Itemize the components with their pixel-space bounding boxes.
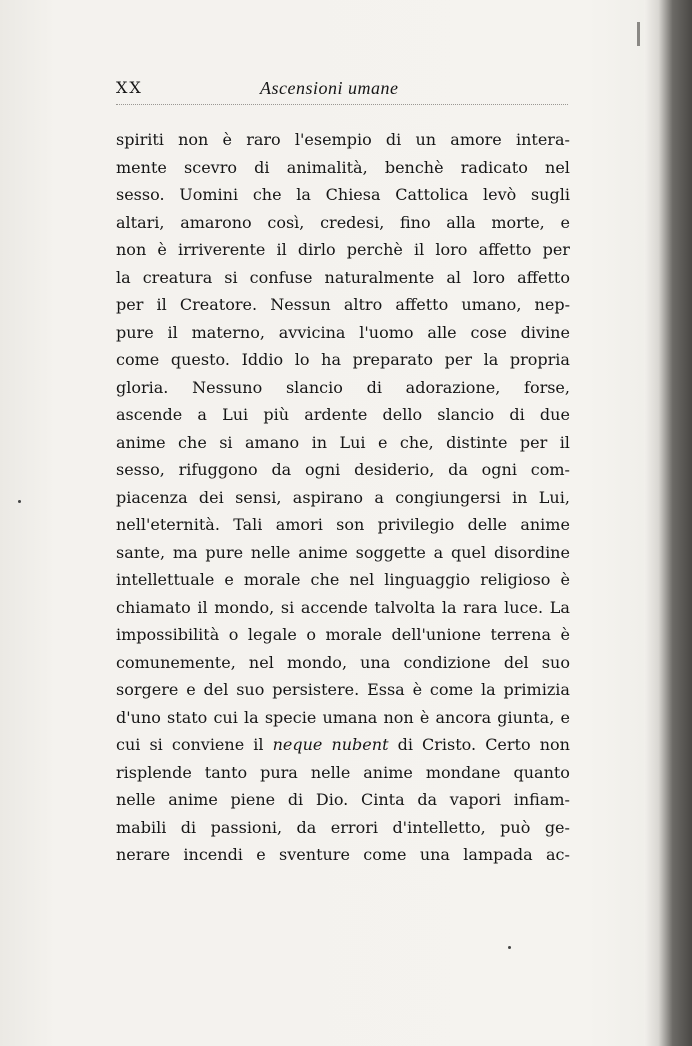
word: del — [503, 652, 529, 672]
word: d'uno — [116, 707, 161, 727]
word: avvicina — [278, 322, 346, 342]
word: e — [377, 432, 388, 452]
word: del — [203, 680, 229, 699]
word: nerare — [116, 845, 171, 864]
text-line — [116, 814, 570, 842]
word: slancio — [285, 377, 343, 397]
word: che — [310, 570, 340, 589]
word: è — [560, 570, 570, 589]
word: che, — [399, 432, 434, 452]
word: amarono — [180, 212, 252, 232]
word: Tali — [233, 515, 263, 534]
word: da — [448, 460, 468, 479]
word: pure — [205, 542, 244, 562]
word: slancio — [437, 405, 495, 424]
word: affetto — [478, 240, 532, 259]
italic-word: neque — [272, 735, 323, 754]
word: a — [433, 542, 444, 562]
word: forse, — [524, 377, 570, 397]
text-line — [116, 786, 570, 814]
word: Iddio — [241, 350, 284, 369]
word: due — [539, 405, 570, 424]
word: può — [500, 817, 531, 837]
word: si — [149, 735, 163, 754]
word: si — [224, 267, 238, 287]
text-line — [116, 731, 570, 759]
word: altro — [343, 295, 383, 314]
word: che — [178, 432, 207, 452]
word: divine — [520, 322, 570, 342]
word: nel — [545, 157, 570, 177]
word: è — [419, 707, 430, 727]
word: ogni — [305, 460, 341, 479]
text-line — [116, 484, 570, 512]
word: pure — [116, 322, 154, 342]
word: cui — [213, 707, 238, 727]
word: passioni, — [210, 817, 283, 837]
text-line — [116, 209, 570, 237]
word: rifuggono — [178, 460, 258, 479]
word: Lui, — [538, 487, 570, 507]
word: mente — [116, 157, 167, 177]
word: alle — [427, 322, 457, 342]
word: da — [271, 460, 292, 479]
word: Dio. — [315, 790, 349, 809]
word: mondo, — [214, 597, 275, 617]
word: gloria. — [116, 377, 169, 397]
text-line — [116, 539, 570, 567]
word: risplende — [116, 762, 192, 782]
word: il — [156, 295, 167, 314]
word: la — [296, 185, 311, 204]
word: e — [560, 707, 570, 727]
word: specie — [264, 707, 317, 727]
word: desiderio, — [354, 460, 435, 479]
word: da — [417, 790, 438, 809]
word: scevro — [184, 157, 237, 177]
word: da — [296, 817, 317, 837]
word: d'intelletto, — [392, 817, 486, 837]
word: La — [549, 597, 570, 617]
word: errori — [330, 817, 378, 837]
word: dei — [198, 487, 224, 507]
text-line — [116, 126, 570, 154]
word: non — [116, 240, 147, 259]
word: umano, — [461, 295, 522, 314]
word: morale — [243, 570, 301, 589]
word: Creatore. — [179, 295, 258, 314]
word: religioso — [480, 570, 551, 589]
word: ha — [321, 350, 341, 369]
word: incendi — [183, 845, 243, 864]
word: di — [287, 790, 304, 809]
word: è — [157, 240, 167, 259]
word: Lui — [222, 405, 249, 424]
word: legale — [247, 625, 297, 644]
word: la — [116, 267, 131, 287]
word: sante, — [116, 542, 166, 562]
word: cose — [470, 322, 507, 342]
word: primizia — [503, 680, 570, 699]
word: condizione — [403, 652, 491, 672]
word: questo. — [170, 350, 230, 369]
word: terrena — [490, 625, 551, 644]
word: a — [374, 487, 384, 507]
word: il — [197, 597, 208, 617]
word: amano — [244, 432, 300, 452]
word: affetto — [517, 267, 570, 287]
word: quanto — [513, 762, 570, 782]
word: Essa — [367, 680, 405, 699]
word: o — [306, 625, 316, 644]
running-head — [116, 78, 568, 102]
word: com- — [530, 460, 570, 479]
word: l'esempio — [294, 130, 372, 149]
word: dell'unione — [391, 625, 481, 644]
word: soggette — [355, 542, 426, 562]
word: materno, — [191, 322, 265, 342]
word: congiungersi — [395, 487, 501, 507]
text-line — [116, 649, 570, 677]
word: ardente — [304, 405, 368, 424]
word: nelle — [310, 762, 351, 782]
text-line — [116, 566, 570, 594]
text-line — [116, 511, 570, 539]
word: Nessuno — [192, 377, 263, 397]
word: impossibilità — [116, 625, 220, 644]
text-line — [116, 401, 570, 429]
word: è — [222, 130, 233, 149]
word: una — [419, 845, 450, 864]
word: anime — [168, 790, 218, 809]
header-rule — [116, 104, 568, 105]
word: per — [444, 350, 472, 369]
word: morale — [325, 625, 383, 644]
word: stato — [167, 707, 208, 727]
word: suo — [541, 652, 570, 672]
word: cui — [116, 735, 141, 754]
word: mabili — [116, 817, 167, 837]
word: irriverente — [178, 240, 266, 259]
word: nel — [248, 652, 274, 672]
word: per — [542, 240, 570, 259]
text-line — [116, 346, 570, 374]
word: levò — [482, 185, 517, 204]
word: benchè — [384, 157, 444, 177]
word: per — [116, 295, 144, 314]
word: è — [412, 680, 423, 699]
word: anime — [298, 542, 348, 562]
text-line — [116, 264, 570, 292]
word: confuse — [249, 267, 313, 287]
text-line — [116, 456, 570, 484]
word: come — [363, 845, 407, 864]
word: chiamato — [116, 597, 191, 617]
word: conviene — [171, 735, 245, 754]
text-line — [116, 676, 570, 704]
word: persistere. — [272, 680, 360, 699]
word: intellettuale — [116, 570, 215, 589]
word: si — [219, 432, 233, 452]
running-title: Ascensioni umane — [260, 78, 399, 98]
word: creatura — [142, 267, 213, 287]
text-line — [116, 759, 570, 787]
word: e — [560, 212, 570, 232]
word: o — [228, 625, 239, 644]
word: privilegio — [377, 515, 455, 534]
word: non — [539, 735, 570, 754]
text-line — [116, 236, 570, 264]
word: nel — [349, 570, 375, 589]
word: una — [360, 652, 391, 672]
word: il — [559, 432, 570, 452]
word: e — [256, 845, 266, 864]
word: distinte — [446, 432, 508, 452]
word: piacenza — [116, 487, 188, 507]
word: disordine — [493, 542, 570, 562]
word: quel — [451, 542, 487, 562]
word: nell'eternità. — [116, 515, 220, 534]
word: linguaggio — [384, 570, 471, 589]
text-line — [116, 154, 570, 182]
text-line — [116, 374, 570, 402]
word: naturalmente — [324, 267, 435, 287]
word: fino — [399, 212, 431, 232]
word: raro — [246, 130, 281, 149]
word: anime — [116, 432, 166, 452]
word: il — [167, 322, 178, 342]
word: ogni — [481, 460, 517, 479]
word: per — [519, 432, 548, 452]
word: il — [253, 735, 264, 754]
word: Cristo. — [422, 735, 477, 754]
word: Lui — [339, 432, 366, 452]
word: di — [180, 817, 197, 837]
word: piene — [230, 790, 276, 809]
body-text — [116, 126, 570, 869]
word: di — [385, 130, 402, 149]
word: e — [224, 570, 234, 589]
word: spiriti — [116, 130, 164, 149]
word: in — [311, 432, 328, 452]
word: adorazione, — [405, 377, 501, 397]
word: di — [509, 405, 525, 424]
word: Cattolica — [395, 185, 469, 204]
word: morte, — [491, 212, 545, 232]
binding-mark — [637, 22, 640, 46]
word: credesi, — [320, 212, 385, 232]
binding-shadow — [644, 0, 692, 1046]
word: non — [383, 707, 414, 727]
word: talvolta — [374, 597, 436, 617]
word: radicato — [460, 157, 528, 177]
word: ma — [172, 542, 198, 562]
word: sventure — [279, 845, 350, 864]
word: accende — [300, 597, 368, 617]
word: umana — [322, 707, 378, 727]
text-line — [116, 704, 570, 732]
word: mondo, — [286, 652, 348, 672]
word: è — [560, 625, 570, 644]
word: loro — [473, 267, 506, 287]
word: tanto — [204, 762, 248, 782]
word: luce. — [504, 597, 544, 617]
word: il — [276, 240, 287, 259]
word: dirlo — [297, 240, 336, 259]
text-line — [116, 841, 570, 869]
word: amori — [275, 515, 323, 534]
word: preparato — [352, 350, 433, 369]
word: intera- — [515, 130, 570, 149]
word: rara — [463, 597, 498, 617]
word: lo — [294, 350, 310, 369]
word: sesso. — [116, 185, 165, 204]
word: così, — [267, 212, 305, 232]
word: il — [414, 240, 425, 259]
word: come — [429, 680, 474, 699]
word: sensi, — [235, 487, 282, 507]
text-line — [116, 594, 570, 622]
word: nep- — [534, 295, 570, 314]
word: la — [441, 597, 457, 617]
word: sugli — [530, 185, 570, 204]
word: perchè — [346, 240, 403, 259]
text-line — [116, 319, 570, 347]
word: lampada — [463, 845, 533, 864]
word: ancora — [435, 707, 492, 727]
word: l'uomo — [359, 322, 414, 342]
italic-word: nubent — [331, 735, 389, 754]
word: di — [397, 735, 413, 754]
word: ac- — [546, 845, 570, 864]
word: propria — [509, 350, 570, 369]
word: sorgere — [116, 680, 179, 699]
word: come — [116, 350, 160, 369]
word: animalità, — [286, 157, 368, 177]
word: son — [336, 515, 365, 534]
word: Uomini — [179, 185, 239, 204]
word: anime — [520, 515, 570, 534]
page-number: XX — [116, 78, 143, 97]
word: al — [446, 267, 461, 287]
word: un — [415, 130, 437, 149]
page-speck — [18, 500, 21, 503]
word: Chiesa — [325, 185, 381, 204]
word: la — [483, 350, 499, 369]
word: ge- — [544, 817, 570, 837]
word: giunta, — [497, 707, 555, 727]
word: in — [512, 487, 528, 507]
word: non — [178, 130, 209, 149]
page-speck — [508, 946, 511, 949]
word: Nessun — [270, 295, 331, 314]
word: vapori — [449, 790, 502, 809]
word: più — [263, 405, 290, 424]
word: alla — [446, 212, 476, 232]
word: ascende — [116, 405, 183, 424]
word: sesso, — [116, 460, 165, 479]
word: si — [280, 597, 295, 617]
word: che — [252, 185, 282, 204]
word: di — [366, 377, 382, 397]
word: Certo — [485, 735, 531, 754]
word: aspirano — [292, 487, 364, 507]
word: la — [244, 707, 259, 727]
word: affetto — [395, 295, 449, 314]
word: pura — [260, 762, 298, 782]
word: altari, — [116, 212, 165, 232]
word: infiam- — [513, 790, 570, 809]
word: dello — [382, 405, 423, 424]
text-line — [116, 621, 570, 649]
text-line — [116, 181, 570, 209]
word: nelle — [116, 790, 156, 809]
word: a — [197, 405, 207, 424]
word: comunemente, — [116, 652, 236, 672]
word: suo — [236, 680, 265, 699]
text-line — [116, 291, 570, 319]
word: loro — [435, 240, 468, 259]
word: mondane — [425, 762, 501, 782]
text-line — [116, 429, 570, 457]
word: Cinta — [360, 790, 405, 809]
word: anime — [363, 762, 413, 782]
word: di — [254, 157, 270, 177]
word: la — [481, 680, 496, 699]
word: delle — [467, 515, 508, 534]
word: amore — [450, 130, 502, 149]
word: nelle — [250, 542, 291, 562]
word: e — [186, 680, 196, 699]
